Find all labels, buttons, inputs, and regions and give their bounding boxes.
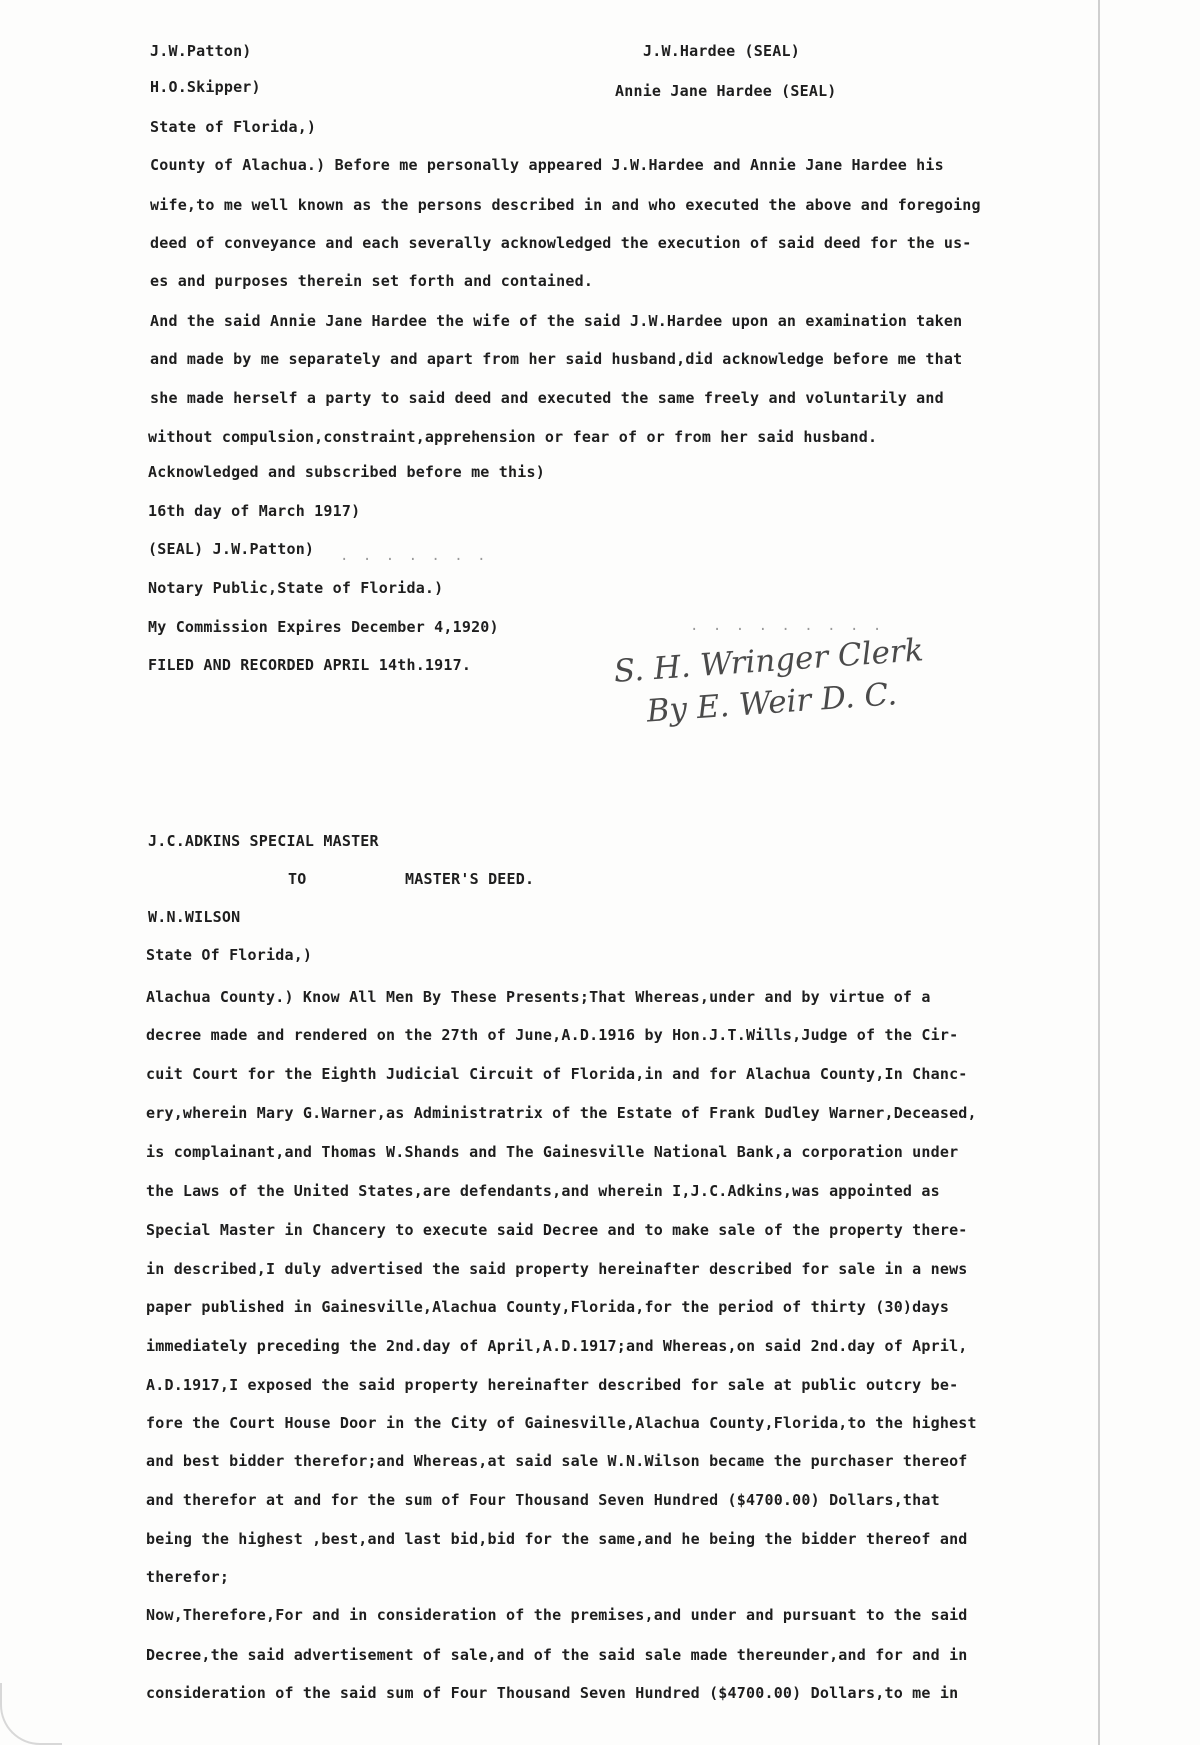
ack-line: she made herself a party to said deed and executed the same freely and voluntarily and bbox=[150, 389, 944, 407]
body-line: State Of Florida,) bbox=[146, 946, 313, 964]
body-line: consideration of the said sum of Four Thousand Seven Hundred ($4700.00) Dollars,to me in bbox=[146, 1684, 959, 1702]
ack-line: es and purposes therein set forth and contained. bbox=[150, 272, 594, 290]
grantee-heading: W.N.WILSON bbox=[148, 908, 241, 926]
body-line: Decree,the said advertisement of sale,and of the said sale made thereunder,and for and in bbox=[146, 1646, 968, 1664]
ack-line: without compulsion,constraint,apprehension or fear of or from her said husband. bbox=[148, 428, 878, 446]
body-line: the Laws of the United States,are defendants,and wherein I,J.C.Adkins,was appointed as bbox=[146, 1182, 940, 1200]
ack-line: Notary Public,State of Florida.) bbox=[148, 579, 444, 597]
ack-line: deed of conveyance and each severally acknowledged the execution of said deed for the us- bbox=[150, 234, 972, 252]
dotted-mark: . . . . . . . . . bbox=[690, 618, 885, 634]
ack-line: and made by me separately and apart from her said husband,did acknowledge before me that bbox=[150, 350, 963, 368]
body-line: and best bidder therefor;and Whereas,at said sale W.N.Wilson became the purchaser thereof bbox=[146, 1452, 968, 1470]
clerk-signature-line-1: S. H. Wringer Clerk bbox=[612, 632, 925, 690]
deed-title: MASTER'S DEED. bbox=[405, 870, 535, 888]
ack-line: (SEAL) J.W.Patton) bbox=[148, 540, 315, 558]
body-line: in described,I duly advertised the said property hereinafter described for sale in a news bbox=[146, 1260, 968, 1278]
page-corner-curl bbox=[0, 1683, 62, 1745]
ack-line: wife,to me well known as the persons described in and who executed the above and foregoing bbox=[150, 196, 981, 214]
clerk-signature bbox=[612, 629, 927, 734]
body-line: fore the Court House Door in the City of Gainesville,Alachua County,Florida,to the highest bbox=[146, 1414, 977, 1432]
body-line: A.D.1917,I exposed the said property hereinafter described for sale at public outcry be- bbox=[146, 1376, 959, 1394]
ack-line: Acknowledged and subscribed before me this) bbox=[148, 463, 545, 481]
filed-and-recorded: FILED AND RECORDED APRIL 14th.1917. bbox=[148, 656, 472, 674]
ack-line: State of Florida,) bbox=[150, 118, 317, 136]
grantor-1-signature: J.W.Hardee (SEAL) bbox=[643, 42, 800, 60]
body-line: paper published in Gainesville,Alachua County,Florida,for the period of thirty (30)days bbox=[146, 1298, 950, 1316]
body-line: decree made and rendered on the 27th of June,A.D.1916 by Hon.J.T.Wills,Judge of the Cir- bbox=[146, 1026, 959, 1044]
body-line: Special Master in Chancery to execute said Decree and to make sale of the property there- bbox=[146, 1221, 968, 1239]
body-line: is complainant,and Thomas W.Shands and The Gainesville National Bank,a corporation under bbox=[146, 1143, 959, 1161]
body-line: Now,Therefore,For and in consideration of the premises,and under and pursuant to the said bbox=[146, 1606, 968, 1624]
witness-1: J.W.Patton) bbox=[150, 42, 252, 60]
body-line: and therefor at and for the sum of Four Thousand Seven Hundred ($4700.00) Dollars,that bbox=[146, 1491, 940, 1509]
ack-line: My Commission Expires December 4,1920) bbox=[148, 618, 499, 636]
dotted-mark: . . . . . . . bbox=[340, 548, 489, 564]
page-edge-rule bbox=[1098, 0, 1100, 1745]
body-line: cuit Court for the Eighth Judicial Circuit of Florida,in and for Alachua County,In Chanc- bbox=[146, 1065, 968, 1083]
ack-line: County of Alachua.) Before me personally appeared J.W.Hardee and Annie Jane Hardee his bbox=[150, 156, 944, 174]
ack-line: And the said Annie Jane Hardee the wife of the said J.W.Hardee upon an examination taken bbox=[150, 312, 963, 330]
clerk-signature-line-2: By E. Weir D. C. bbox=[645, 676, 899, 730]
witness-2: H.O.Skipper) bbox=[150, 78, 261, 96]
body-line: therefor; bbox=[146, 1568, 230, 1586]
body-line: ery,wherein Mary G.Warner,as Administratrix of the Estate of Frank Dudley Warner,Deceased, bbox=[146, 1104, 977, 1122]
body-line: immediately preceding the 2nd.day of April,A.D.1917;and Whereas,on said 2nd.day of April, bbox=[146, 1337, 968, 1355]
to-heading: TO bbox=[288, 870, 307, 888]
grantor-2-signature: Annie Jane Hardee (SEAL) bbox=[615, 82, 837, 100]
ack-line: 16th day of March 1917) bbox=[148, 502, 361, 520]
grantor-heading: J.C.ADKINS SPECIAL MASTER bbox=[148, 832, 379, 850]
body-line: being the highest ,best,and last bid,bid for the same,and he being the bidder thereof and bbox=[146, 1530, 968, 1548]
body-line: Alachua County.) Know All Men By These Presents;That Whereas,under and by virtue of a bbox=[146, 988, 931, 1006]
